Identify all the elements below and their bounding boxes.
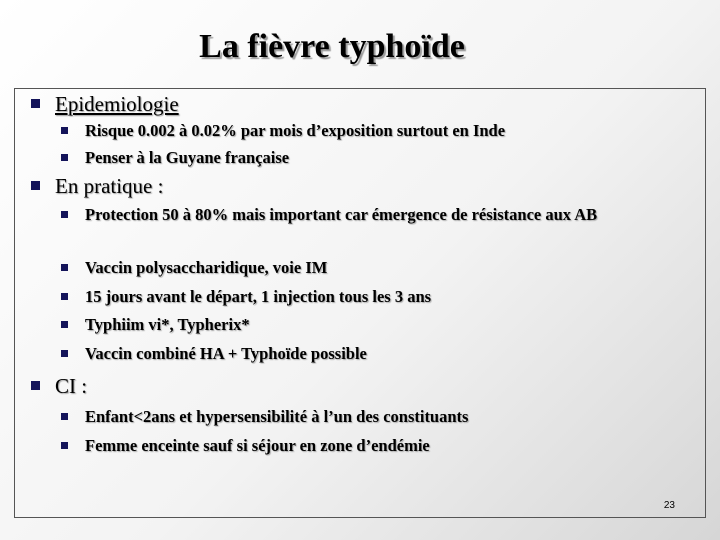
list-item — [61, 405, 685, 429]
list-item-text: Vaccin polysaccharidique, voie IM — [85, 258, 328, 277]
square-bullet-icon — [61, 127, 68, 134]
section-heading: En pratique : — [55, 174, 164, 198]
section-ci — [31, 373, 87, 399]
square-bullet-icon — [61, 321, 68, 328]
list-item-text: Penser à la Guyane française — [85, 148, 290, 167]
list-item — [61, 119, 685, 143]
list-item — [61, 146, 685, 170]
list-item-text: Risque 0.002 à 0.02% par mois d’exposition surtout en Inde — [85, 121, 506, 140]
list-item-text: Vaccin combiné HA + Typhoïde possible — [85, 344, 367, 363]
list-item-text: Femme enceinte sauf si séjour en zone d’endémie — [85, 436, 430, 455]
square-bullet-icon — [31, 181, 40, 190]
square-bullet-icon — [31, 381, 40, 390]
list-item-text: 15 jours avant le départ, 1 injection tous les 3 ans — [85, 287, 432, 306]
square-bullet-icon — [61, 293, 68, 300]
square-bullet-icon — [61, 350, 68, 357]
list-item — [61, 313, 685, 337]
section-heading: Epidemiologie — [55, 92, 179, 116]
list-item-text: Protection 50 à 80% mais important car émergence de résistance aux AB — [85, 205, 598, 224]
square-bullet-icon — [61, 211, 68, 218]
list-item-text: Typhiim vi*, Typherix* — [85, 315, 250, 334]
square-bullet-icon — [61, 264, 68, 271]
square-bullet-icon — [61, 413, 68, 420]
section-epidemiologie — [31, 91, 179, 117]
list-item — [61, 342, 685, 366]
page-number: 23 — [663, 500, 675, 511]
square-bullet-icon — [61, 154, 68, 161]
section-heading: CI : — [55, 374, 88, 398]
list-item — [61, 203, 685, 227]
square-bullet-icon — [61, 442, 68, 449]
list-item — [61, 434, 685, 458]
list-item — [61, 285, 685, 309]
list-item-text: Enfant<2ans et hypersensibilité à l’un des constituants — [85, 407, 469, 426]
square-bullet-icon — [31, 99, 40, 108]
content-box — [14, 88, 706, 518]
list-item — [61, 256, 685, 280]
section-en-pratique — [31, 173, 163, 199]
slide-title: La fièvre typhoïde — [199, 28, 465, 65]
